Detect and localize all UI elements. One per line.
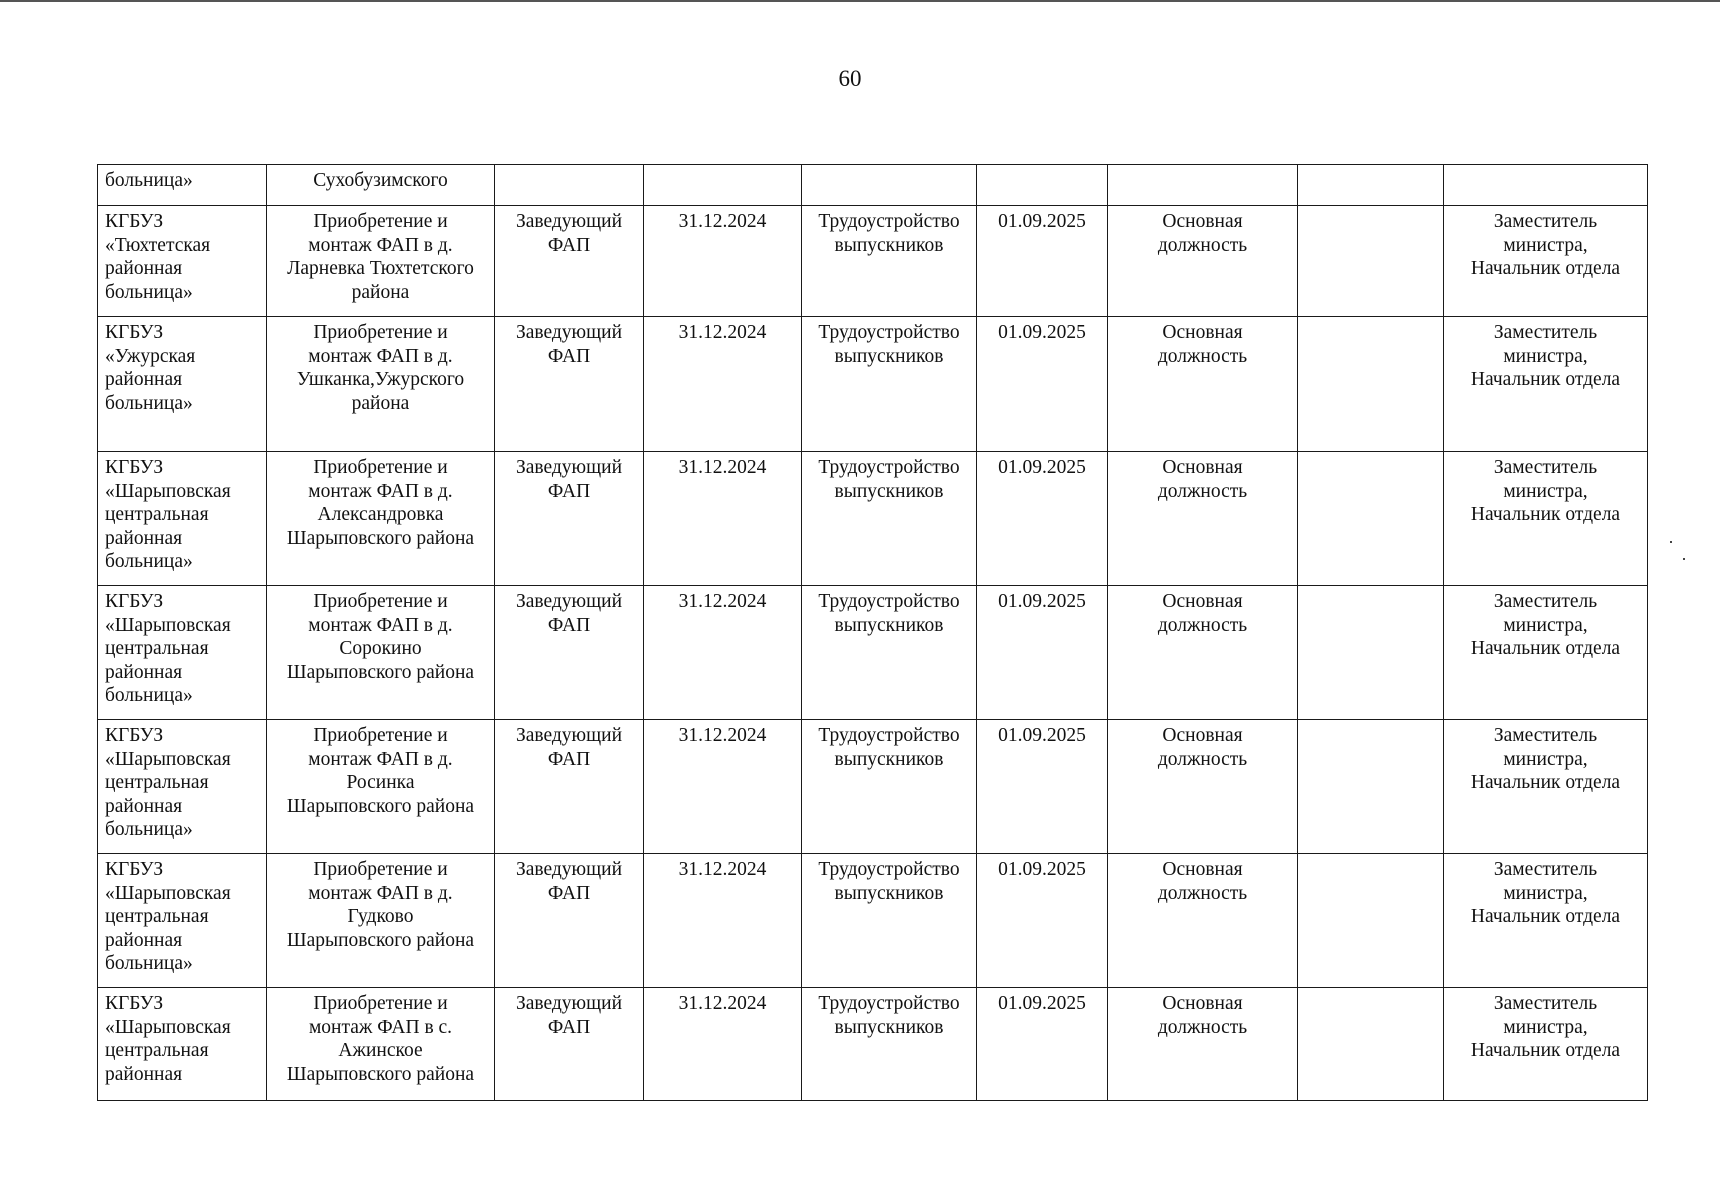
cell-organization: КГБУЗ «Шарыповская центральная районная больница» [98, 452, 267, 586]
cell-responsible: Заместитель министра, Начальник отдела [1444, 317, 1648, 452]
table-row [98, 720, 1648, 854]
cell-organization: КГБУЗ «Шарыповская центральная районная больница» [98, 854, 267, 988]
cell-activity: Приобретение и монтаж ФАП в д. Сорокино Шарыповского района [267, 586, 495, 720]
cell-type: Основная должность [1108, 586, 1298, 720]
cell-position: Заведующий ФАП [495, 317, 644, 452]
cell-position: Заведующий ФАП [495, 586, 644, 720]
cell-date [977, 165, 1108, 206]
cell-extra [1298, 988, 1444, 1101]
table-row [98, 317, 1648, 452]
cell-date: 01.09.2025 [977, 854, 1108, 988]
cell-extra [1298, 586, 1444, 720]
cell-deadline: 31.12.2024 [644, 317, 802, 452]
cell-organization: КГБУЗ «Шарыповская центральная районная [98, 988, 267, 1101]
cell-type: Основная должность [1108, 854, 1298, 988]
cell-responsible: Заместитель министра, Начальник отдела [1444, 720, 1648, 854]
cell-organization: КГБУЗ «Шарыповская центральная районная больница» [98, 720, 267, 854]
scan-edge [0, 0, 1720, 2]
cell-deadline: 31.12.2024 [644, 988, 802, 1101]
cell-measure: Трудоустройство выпускников [802, 988, 977, 1101]
cell-organization: КГБУЗ «Тюхтетская районная больница» [98, 206, 267, 317]
scan-speck [1670, 541, 1672, 543]
cell-responsible [1444, 165, 1648, 206]
cell-measure: Трудоустройство выпускников [802, 206, 977, 317]
table-row [98, 165, 1648, 206]
cell-type: Основная должность [1108, 317, 1298, 452]
cell-date: 01.09.2025 [977, 988, 1108, 1101]
cell-organization: КГБУЗ «Шарыповская центральная районная больница» [98, 586, 267, 720]
cell-position [495, 165, 644, 206]
cell-responsible: Заместитель министра, Начальник отдела [1444, 452, 1648, 586]
cell-extra [1298, 452, 1444, 586]
cell-extra [1298, 854, 1444, 988]
cell-type: Основная должность [1108, 452, 1298, 586]
cell-measure: Трудоустройство выпускников [802, 586, 977, 720]
cell-position: Заведующий ФАП [495, 720, 644, 854]
plan-table [97, 164, 1648, 1101]
cell-type: Основная должность [1108, 720, 1298, 854]
cell-responsible: Заместитель министра, Начальник отдела [1444, 206, 1648, 317]
cell-date: 01.09.2025 [977, 206, 1108, 317]
cell-responsible: Заместитель министра, Начальник отдела [1444, 854, 1648, 988]
cell-activity: Приобретение и монтаж ФАП в д. Ушканка,Ужурского района [267, 317, 495, 452]
cell-deadline: 31.12.2024 [644, 586, 802, 720]
cell-activity: Приобретение и монтаж ФАП в с. Ажинское Шарыповского района [267, 988, 495, 1101]
cell-extra [1298, 720, 1444, 854]
cell-type: Основная должность [1108, 206, 1298, 317]
cell-deadline: 31.12.2024 [644, 854, 802, 988]
cell-date: 01.09.2025 [977, 452, 1108, 586]
table-row [98, 452, 1648, 586]
cell-extra [1298, 165, 1444, 206]
cell-deadline [644, 165, 802, 206]
table-row [98, 586, 1648, 720]
cell-position: Заведующий ФАП [495, 452, 644, 586]
cell-measure: Трудоустройство выпускников [802, 317, 977, 452]
cell-activity: Приобретение и монтаж ФАП в д. Александровка Шарыповского района [267, 452, 495, 586]
cell-activity: Сухобузимского [267, 165, 495, 206]
cell-measure: Трудоустройство выпускников [802, 720, 977, 854]
cell-deadline: 31.12.2024 [644, 452, 802, 586]
cell-date: 01.09.2025 [977, 586, 1108, 720]
cell-date: 01.09.2025 [977, 720, 1108, 854]
cell-position: Заведующий ФАП [495, 988, 644, 1101]
cell-measure [802, 165, 977, 206]
cell-deadline: 31.12.2024 [644, 206, 802, 317]
cell-measure: Трудоустройство выпускников [802, 452, 977, 586]
cell-extra [1298, 317, 1444, 452]
scan-speck [1683, 558, 1685, 560]
table-row [98, 988, 1648, 1101]
cell-responsible: Заместитель министра, Начальник отдела [1444, 988, 1648, 1101]
cell-position: Заведующий ФАП [495, 206, 644, 317]
cell-measure: Трудоустройство выпускников [802, 854, 977, 988]
cell-position: Заведующий ФАП [495, 854, 644, 988]
cell-type: Основная должность [1108, 988, 1298, 1101]
cell-type [1108, 165, 1298, 206]
table-row [98, 854, 1648, 988]
table-row [98, 206, 1648, 317]
cell-organization: больница» [98, 165, 267, 206]
cell-organization: КГБУЗ «Ужурская районная больница» [98, 317, 267, 452]
cell-activity: Приобретение и монтаж ФАП в д. Ларневка Тюхтетского района [267, 206, 495, 317]
cell-date: 01.09.2025 [977, 317, 1108, 452]
cell-activity: Приобретение и монтаж ФАП в д. Гудково Шарыповского района [267, 854, 495, 988]
cell-responsible: Заместитель министра, Начальник отдела [1444, 586, 1648, 720]
cell-deadline: 31.12.2024 [644, 720, 802, 854]
page-number: 60 [838, 66, 862, 91]
cell-activity: Приобретение и монтаж ФАП в д. Росинка Шарыповского района [267, 720, 495, 854]
cell-extra [1298, 206, 1444, 317]
